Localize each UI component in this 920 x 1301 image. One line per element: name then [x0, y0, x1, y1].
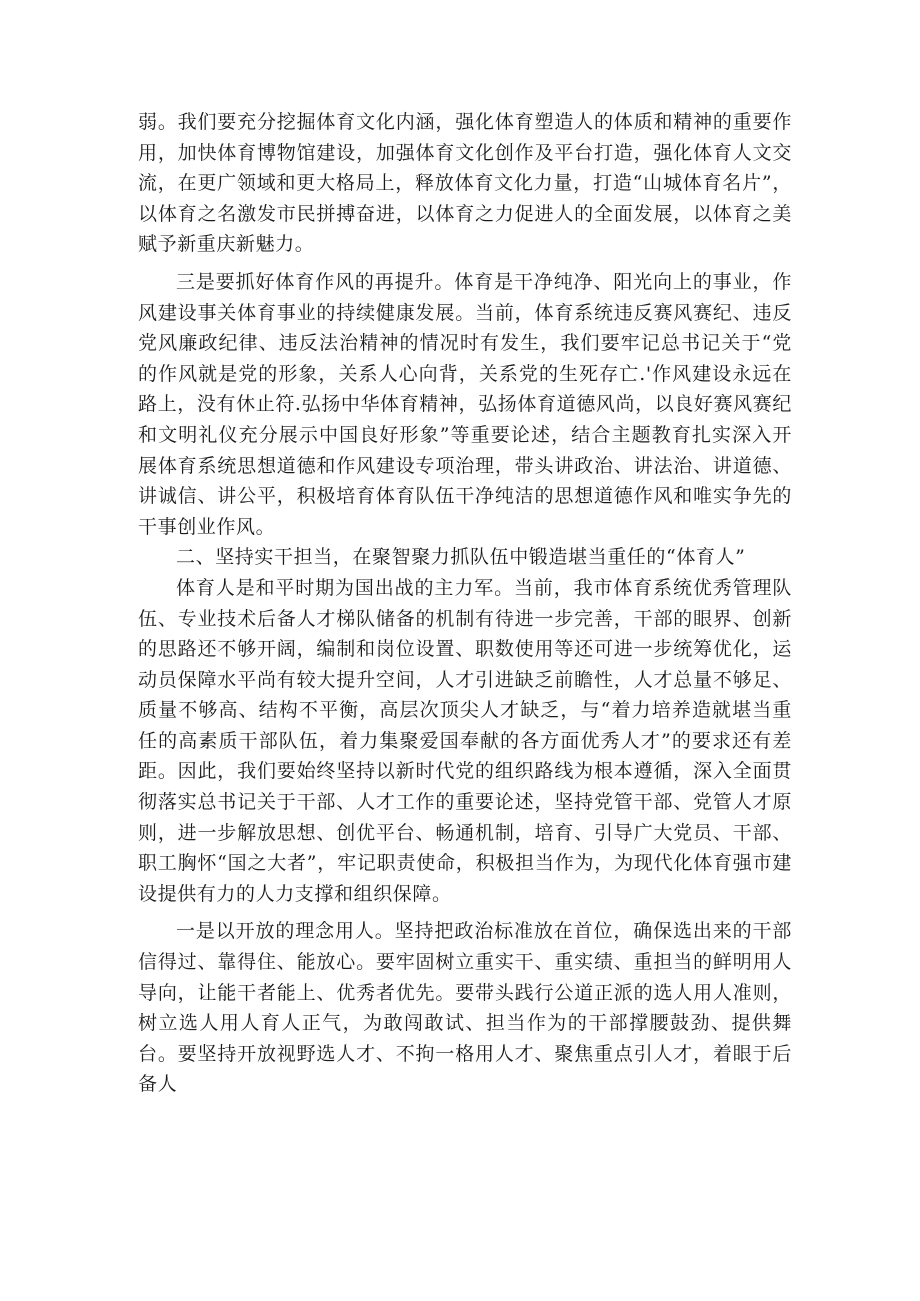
paragraph-style-improvement: 三是要抓好体育作风的再提升。体育是干净纯净、阳光向上的事业，作风建设事关体育事业的持续健康发展。当前，体育系统违反赛风赛纪、违反党风廉政纪律、违反法治精神的情况时有发生，我们要牢记总书记关于“党的作风就是党的形象，关系人心向背，关系党的生死存亡.'作风建设永远在路上，没有休止符.弘扬中华体育精神，弘扬体育道德风尚，以良好赛风赛纪和文明礼仪充分展示中国良好形象”等重要论述，结合主题教育扎实深入开展体育系统思想道德和作风建设专项治理，带头讲政治、讲法治、讲道德、讲诚信、讲公平，积极培育体育队伍干净纯洁的思想道德作风和唯实争先的干事创业作风。	[138, 270, 792, 538]
paragraph-continuation: 弱。我们要充分挖掘体育文化内涵，强化体育塑造人的体质和精神的重要作用，加快体育博物馆建设，加强体育文化创作及平台打造，强化体育人文交流，在更广领域和更大格局上，释放体育文化力量，打造“山城体育名片”，以体育之名激发市民拼搏奋进，以体育之力促进人的全面发展，以体育之美赋予新重庆新魅力。	[138, 111, 792, 256]
document-body	[138, 107, 792, 1100]
paragraph-open-employment: 一是以开放的理念用人。坚持把政治标准放在首位，确保选出来的干部信得过、靠得住、能放心。要牢固树立重实干、重实绩、重担当的鲜明用人导向，让能干者能上、优秀者优先。要带头践行公道正派的选人用人准则，树立选人用人育人正气，为敢闯敢试、担当作为的干部撑腰鼓劲、提供舞台。要坚持开放视野选人才、不拘一格用人才、聚焦重点引人才，着眼于后备人	[138, 920, 792, 1096]
paragraph-talent-team: 体育人是和平时期为国出战的主力军。当前，我市体育系统优秀管理队伍、专业技术后备人才梯队储备的机制有待进一步完善，干部的眼界、创新的思路还不够开阔，编制和岗位设置、职数使用等还可进一步统筹优化，运动员保障水平尚有较大提升空间，人才引进缺乏前瞻性，人才总量不够足、质量不够高、结构不平衡，高层次顶尖人才缺乏，与“着力培养造就堪当重任的高素质干部队伍，着力集聚爱国奉献的各方面优秀人才”的要求还有差距。因此，我们要始终坚持以新时代党的组织路线为根本遵循，深入全面贯彻落实总书记关于干部、人才工作的重要论述，坚持党管干部、党管人才原则，进一步解放思想、创优平台、畅通机制，培育、引导广大党员、干部、职工胸怀“国之大者”，牢记职责使命，积极担当作为，为现代化体育强市建设提供有力的人力支撑和组织保障。	[138, 576, 792, 905]
section-heading-talent: 二、坚持实干担当，在聚智聚力抓队伍中锻造堪当重任的“体育人”	[176, 546, 746, 569]
